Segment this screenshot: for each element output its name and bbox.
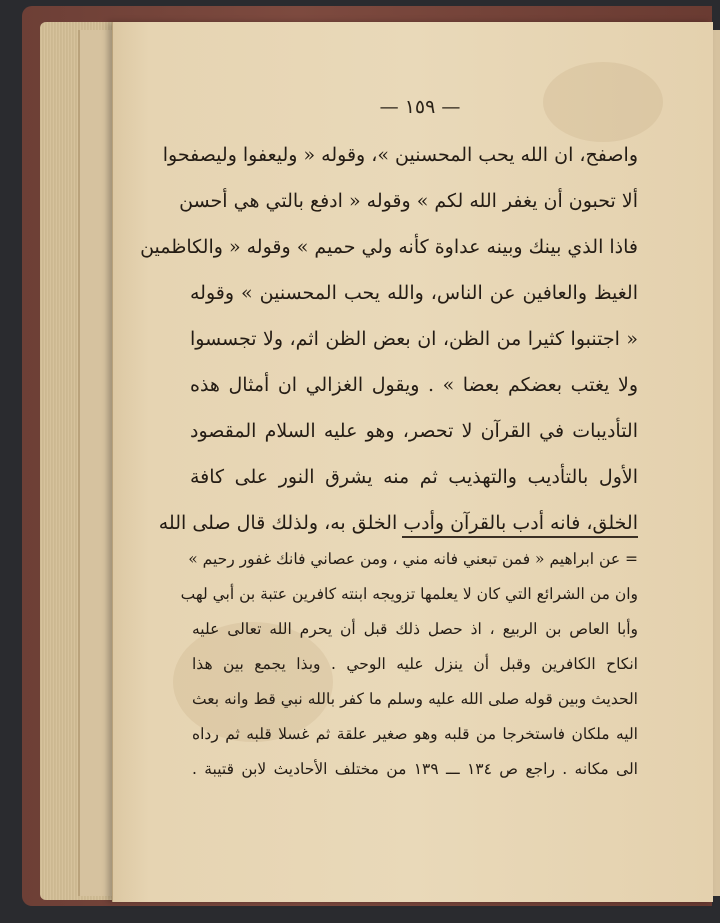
text-line: ولا يغتب بعضكم بعضا » . ويقول الغزالي ان أمثال هذه [190, 374, 638, 396]
text-line: الأول بالتأديب والتهذيب ثم منه يشرق النور على كافة [190, 466, 638, 488]
footnote-line: وأبا العاص بن الربيع ، اذ حصل ذلك قبل أن يحرم الله تعالى عليه [192, 620, 638, 638]
footnote-line: اليه ملكان فاستخرجا من قلبه وهو صغير علقة ثم غسلا قلبه ثم رداه [192, 725, 638, 743]
main-text [140, 132, 638, 546]
text-line: الخلق، فانه أدب بالقرآن وأدب الخلق به، ولذلك قال صلى الله [158, 512, 638, 534]
page-number: — ١٥٩ — [379, 96, 461, 118]
footnote-line: الى مكانه . راجع ص ١٣٤ ـــ ١٣٩ من مختلف الأحاديث لابن قتيبة . [192, 760, 638, 778]
footnote [180, 542, 638, 787]
paper-stain [543, 62, 663, 142]
footnote-line: = عن ابراهيم « فمن تبعني فانه مني ، ومن عصاني فانك غفور رحيم » [188, 550, 638, 568]
text-line: فاذا الذي بينك وبينه عداوة كأنه ولي حميم » وقوله « والكاظمين [140, 236, 638, 258]
text-line: واصفح، ان الله يحب المحسنين »، وقوله « وليعفوا وليصفحوا [162, 144, 638, 166]
text-line: التأديبات في القرآن لا تحصر، وهو عليه السلام المقصود [190, 420, 638, 442]
text-line: ألا تحبون أن يغفر الله لكم » وقوله « ادفع بالتي هي أحسن [179, 190, 638, 212]
text-line: الغيظ والعافين عن الناس، والله يحب المحسنين » وقوله [190, 282, 638, 304]
footnote-line: انكاح الكافرين وقبل أن ينزل عليه الوحي . وبذا يجمع بين هذا [192, 655, 638, 673]
footnote-line: وان من الشرائع التي كان لا يعلمها تزويجه ابنته كافرين عتبة بن أبي لهب [180, 585, 638, 603]
footnote-divider [402, 536, 638, 538]
footnote-line: الحديث وبين قوله صلى الله عليه وسلم ما كفر بالله نبي قط وانه بعث [192, 690, 638, 708]
text-line: « اجتنبوا كثيرا من الظن، ان بعض الظن اثم، ولا تجسسوا [190, 328, 638, 350]
